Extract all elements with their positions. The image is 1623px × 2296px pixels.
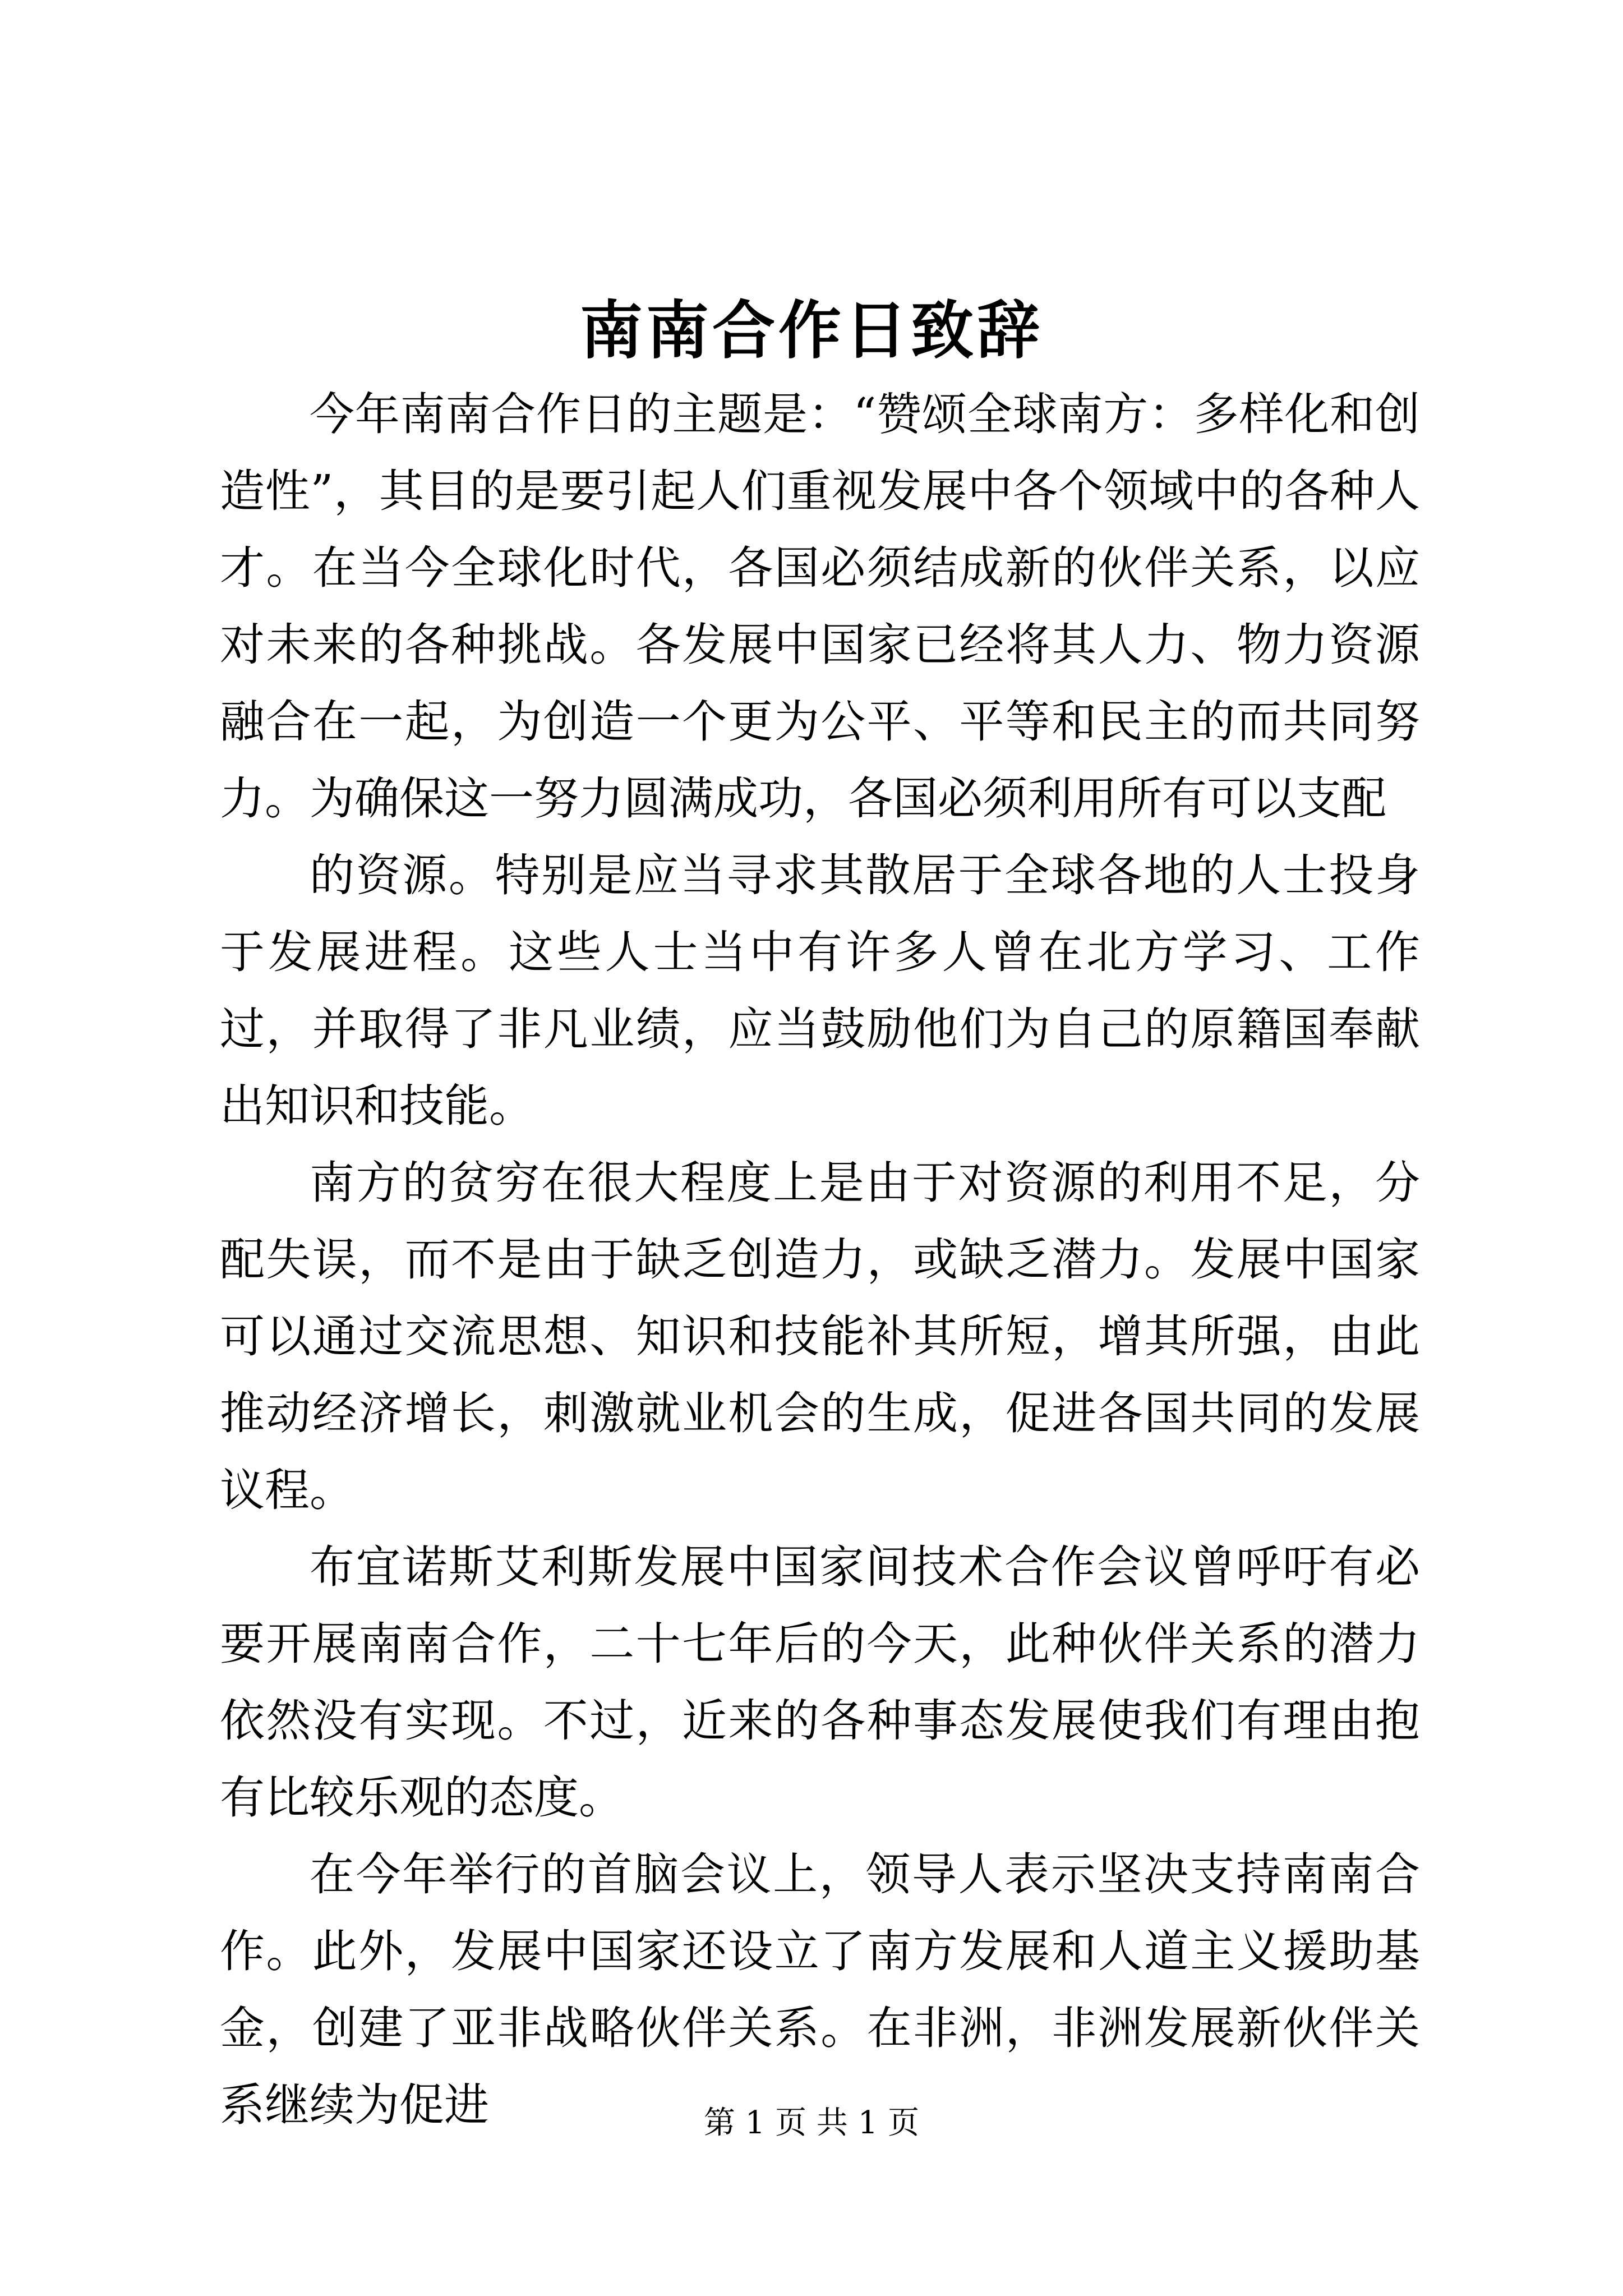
paragraph-3: 南方的贫穷在很大程度上是由于对资源的利用不足，分配失误，而不是由于缺乏创造力，或缺乏潜力。发展中国家可以通过交流思想、知识和技能补其所短，增其所强，由此推动经济增长，刺激就业机会的生成，促进各国共同的发展议程。	[220, 1157, 1420, 1516]
paragraph-2: 的资源。特别是应当寻求其散居于全球各地的人士投身于发展进程。这些人士当中有许多人曾在北方学习、工作过，并取得了非凡业绩，应当鼓励他们为自己的原籍国奉献出知识和技能。	[220, 849, 1420, 1132]
document-body	[220, 376, 1420, 2143]
page-footer: 第 1 页 共 1 页	[703, 2105, 920, 2141]
paragraph-4: 布宜诺斯艾利斯发展中国家间技术合作会议曾呼吁有必要开展南南合作，二十七年后的今天，此种伙伴关系的潜力依然没有实现。不过，近来的各种事态发展使我们有理由抱有比较乐观的态度。	[220, 1541, 1420, 1824]
paragraph-1: 今年南南合作日的主题是：“赞颂全球南方：多样化和创造性”，其目的是要引起人们重视发展中各个领域中的各种人才。在当今全球化时代，各国必须结成新的伙伴关系，以应对未来的各种挑战。各发展中国家已经将其人力、物力资源融合在一起，为创造一个更为公平、平等和民主的而共同努力。为确保这一努力圆满成功，各国必须利用所有可以支配	[220, 388, 1420, 825]
paragraph-5: 在今年举行的首脑会议上，领导人表示坚决支持南南合作。此外，发展中国家还设立了南方发展和人道主义援助基金，创建了亚非战略伙伴关系。在非洲，非洲发展新伙伴关系继续为促进	[220, 1848, 1420, 2131]
document-title: 南南合作日致辞	[580, 294, 1043, 367]
